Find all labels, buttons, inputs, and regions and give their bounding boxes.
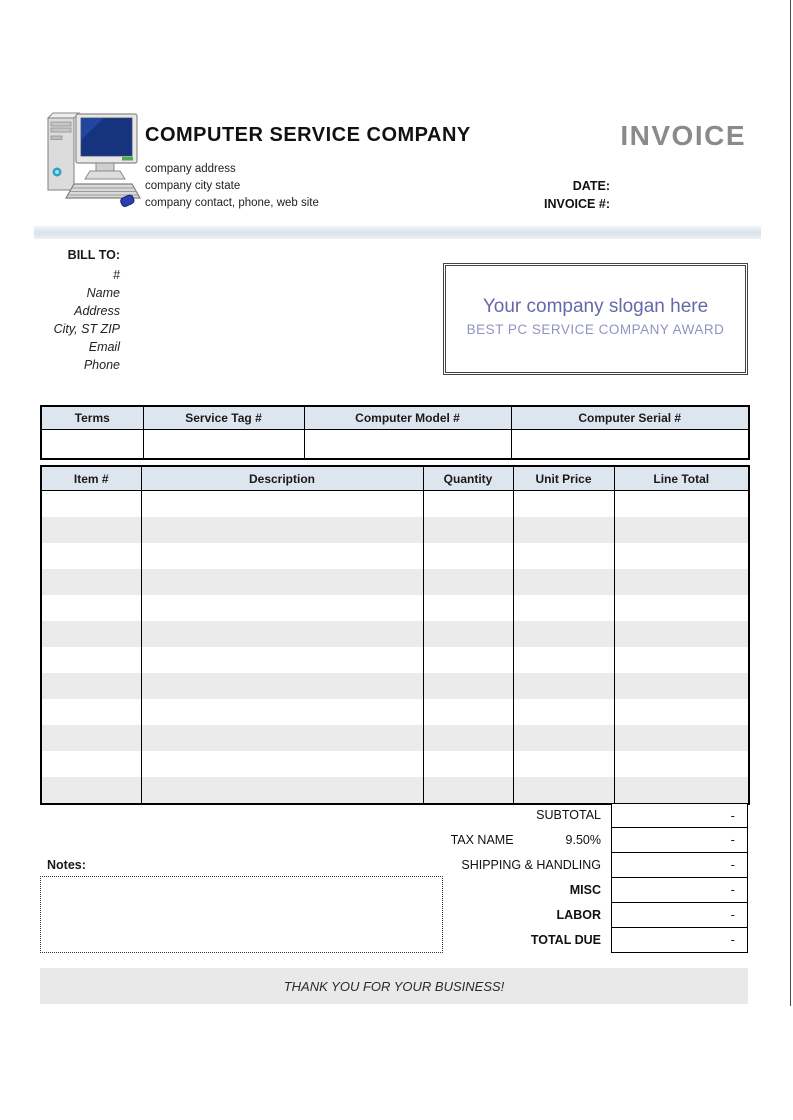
award-line: BEST PC SERVICE COMPANY AWARD <box>466 322 725 337</box>
item-cell[interactable] <box>41 647 141 673</box>
item-cell[interactable] <box>423 595 513 621</box>
item-row <box>41 725 749 751</box>
item-cell[interactable] <box>513 647 614 673</box>
item-cell[interactable] <box>513 517 614 543</box>
invoice-title: INVOICE <box>620 120 746 151</box>
total-label <box>40 853 611 878</box>
item-row <box>41 621 749 647</box>
company-name: COMPUTER SERVICE COMPANY <box>145 124 471 146</box>
terms-header-cell: Computer Model # <box>304 406 511 430</box>
total-value-box[interactable]: - <box>611 902 748 928</box>
item-cell[interactable] <box>41 595 141 621</box>
item-cell[interactable] <box>141 621 423 647</box>
tax-rate[interactable]: 9.50% <box>565 833 601 847</box>
item-row <box>41 491 749 518</box>
item-cell[interactable] <box>513 595 614 621</box>
slogan-line: Your company slogan here <box>482 296 709 317</box>
item-cell[interactable] <box>141 777 423 804</box>
item-cell[interactable] <box>614 699 749 725</box>
item-cell[interactable] <box>423 777 513 804</box>
item-cell[interactable] <box>41 699 141 725</box>
item-cell[interactable] <box>513 621 614 647</box>
company-address-line: company contact, phone, web site <box>145 197 319 209</box>
item-cell[interactable] <box>513 777 614 804</box>
invoice-number-label[interactable]: INVOICE #: <box>544 197 610 211</box>
item-cell[interactable] <box>423 517 513 543</box>
company-address-line: company address <box>145 163 236 175</box>
item-cell[interactable] <box>141 647 423 673</box>
item-cell[interactable] <box>614 647 749 673</box>
item-row <box>41 543 749 569</box>
total-label <box>40 828 611 853</box>
item-cell[interactable] <box>423 621 513 647</box>
item-row <box>41 569 749 595</box>
terms-cell[interactable] <box>41 430 143 460</box>
bill-to-label: BILL TO: <box>67 248 120 262</box>
item-cell[interactable] <box>614 777 749 804</box>
item-row <box>41 595 749 621</box>
item-cell[interactable] <box>41 491 141 518</box>
total-label-text: MISC <box>569 883 601 897</box>
total-label-text: SUBTOTAL <box>536 808 601 822</box>
item-cell[interactable] <box>141 569 423 595</box>
terms-cell[interactable] <box>143 430 304 460</box>
item-cell[interactable] <box>41 777 141 804</box>
date-label[interactable]: DATE: <box>572 179 610 193</box>
header-divider <box>34 226 761 239</box>
bill-to-field: Email <box>88 340 120 354</box>
desktop-computer-icon <box>44 106 142 210</box>
item-cell[interactable] <box>513 673 614 699</box>
item-cell[interactable] <box>141 491 423 518</box>
item-cell[interactable] <box>141 673 423 699</box>
terms-table <box>40 405 750 460</box>
notes-input[interactable] <box>40 876 443 953</box>
item-cell[interactable] <box>423 569 513 595</box>
item-cell[interactable] <box>614 491 749 518</box>
terms-cell[interactable] <box>304 430 511 460</box>
bill-to-field: Name <box>86 286 120 300</box>
terms-header-cell: Service Tag # <box>143 406 304 430</box>
item-cell[interactable] <box>41 543 141 569</box>
thank-you-message: THANK YOU FOR YOUR BUSINESS! <box>283 978 505 994</box>
item-cell[interactable] <box>614 543 749 569</box>
total-value-box[interactable]: - <box>611 927 748 953</box>
item-row <box>41 777 749 804</box>
item-cell[interactable] <box>614 751 749 777</box>
total-value-box[interactable]: - <box>611 877 748 903</box>
item-cell[interactable] <box>141 725 423 751</box>
items-header-cell: Item # <box>41 466 141 491</box>
item-cell[interactable] <box>513 569 614 595</box>
total-label <box>40 803 611 828</box>
total-row <box>40 828 748 853</box>
slogan-box <box>443 263 748 375</box>
total-label-text: LABOR <box>556 908 601 922</box>
total-label-text: TOTAL DUE <box>530 933 601 947</box>
item-cell[interactable] <box>513 491 614 518</box>
item-cell[interactable] <box>614 621 749 647</box>
item-cell[interactable] <box>41 751 141 777</box>
total-value-box[interactable]: - <box>611 827 748 853</box>
item-cell[interactable] <box>513 543 614 569</box>
item-cell[interactable] <box>614 517 749 543</box>
terms-cell[interactable] <box>511 430 749 460</box>
item-row <box>41 517 749 543</box>
total-row <box>40 853 748 878</box>
company-address-block <box>145 161 319 212</box>
item-cell[interactable] <box>423 491 513 518</box>
item-cell[interactable] <box>614 569 749 595</box>
item-cell[interactable] <box>41 673 141 699</box>
item-cell[interactable] <box>423 673 513 699</box>
item-cell[interactable] <box>41 569 141 595</box>
total-value-box[interactable]: - <box>611 852 748 878</box>
terms-header-cell: Terms <box>41 406 143 430</box>
bill-to-field: Phone <box>83 358 120 372</box>
item-cell[interactable] <box>513 725 614 751</box>
item-cell[interactable] <box>41 517 141 543</box>
item-cell[interactable] <box>141 595 423 621</box>
invoice-meta <box>420 177 610 213</box>
item-cell[interactable] <box>513 699 614 725</box>
total-row <box>40 803 748 828</box>
item-cell[interactable] <box>41 621 141 647</box>
items-header-cell: Quantity <box>423 466 513 491</box>
item-cell[interactable] <box>141 699 423 725</box>
item-cell[interactable] <box>614 673 749 699</box>
item-cell[interactable] <box>41 725 141 751</box>
item-row <box>41 751 749 777</box>
bill-to-field: City, ST ZIP <box>53 322 120 336</box>
footer-band <box>40 968 748 1004</box>
item-cell[interactable] <box>423 725 513 751</box>
item-row <box>41 673 749 699</box>
line-items-table <box>40 465 750 805</box>
item-cell[interactable] <box>423 543 513 569</box>
items-header-cell: Line Total <box>614 466 749 491</box>
bill-to-section <box>18 246 120 374</box>
page-edge-line <box>790 0 791 1006</box>
total-value-box[interactable]: - <box>611 803 748 828</box>
item-cell[interactable] <box>614 595 749 621</box>
item-cell[interactable] <box>423 751 513 777</box>
bill-to-field: # <box>113 268 120 282</box>
item-row <box>41 699 749 725</box>
bill-to-field: Address <box>74 304 120 318</box>
item-cell[interactable] <box>423 699 513 725</box>
items-header-cell: Description <box>141 466 423 491</box>
total-label-text: SHIPPING & HANDLING <box>461 858 601 872</box>
terms-header-cell: Computer Serial # <box>511 406 749 430</box>
notes-label: Notes: <box>47 858 86 872</box>
item-cell[interactable] <box>141 517 423 543</box>
item-cell[interactable] <box>614 725 749 751</box>
items-header-cell: Unit Price <box>513 466 614 491</box>
item-cell[interactable] <box>141 543 423 569</box>
item-row <box>41 647 749 673</box>
total-label-text: TAX NAME <box>450 833 514 847</box>
company-address-line: company city state <box>145 180 241 192</box>
item-cell[interactable] <box>141 751 423 777</box>
item-cell[interactable] <box>513 751 614 777</box>
item-cell[interactable] <box>423 647 513 673</box>
